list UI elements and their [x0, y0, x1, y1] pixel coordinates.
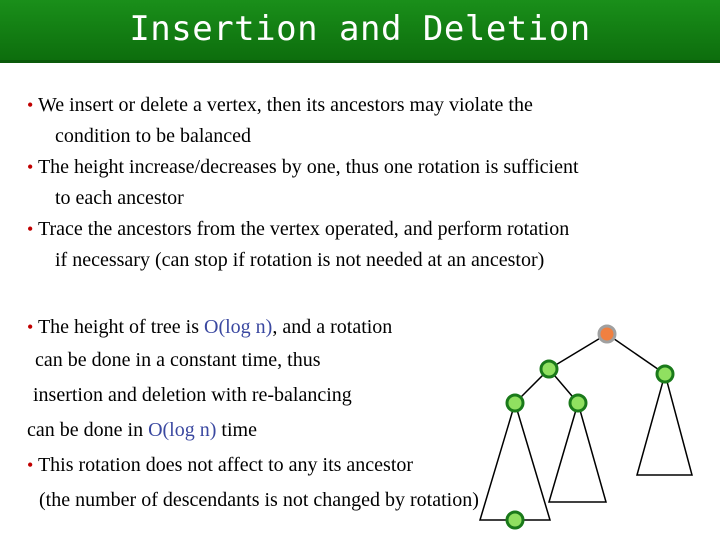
bullet-3-line-1: Trace the ancestors from the vertex operated, and perform rotation — [37, 218, 570, 240]
tree-node-root — [599, 326, 615, 342]
bullet-1-line-2: condition to be balanced — [55, 125, 252, 147]
slide-title: Insertion and Deletion — [129, 9, 591, 49]
subtree-triangle-left — [480, 403, 550, 520]
bullet-icon: • — [27, 317, 34, 337]
bottom-bullet-1 — [27, 312, 392, 343]
bottom-line-4 — [27, 415, 257, 446]
bullet-3-line-2: if necessary (can stop if rotation is not needed at an ancestor) — [55, 249, 545, 271]
tree-node-grandchild-left — [507, 395, 523, 411]
text-segment: time — [216, 419, 257, 441]
bullet-icon: • — [27, 95, 34, 115]
text-segment: The height of tree is — [37, 316, 205, 338]
subtree-triangle-right — [637, 374, 692, 475]
tree-node-child — [541, 361, 557, 377]
tree-edge — [549, 334, 607, 369]
bullet-icon: • — [27, 455, 34, 475]
tree-node-inserted — [507, 512, 523, 528]
tree-edge — [607, 334, 665, 374]
bottom-line-6: (the number of descendants is not changed by rotation) — [39, 489, 479, 511]
tree-node-right — [657, 366, 673, 382]
bottom-line-2: can be done in a constant time, thus — [35, 349, 321, 371]
complexity-highlight: O(log n) — [204, 316, 273, 338]
bullet-icon: • — [27, 219, 34, 239]
text-segment: This rotation does not affect to any its ancestor — [37, 454, 414, 476]
bottom-line-3: insertion and deletion with re-balancing — [33, 384, 352, 406]
bullet-2-line-2: to each ancestor — [55, 187, 184, 209]
subtree-triangle-middle — [549, 403, 606, 502]
bullet-1-line-1: We insert or delete a vertex, then its ancestors may violate the — [37, 94, 533, 116]
tree-node-grandchild-right — [570, 395, 586, 411]
text-segment: can be done in — [27, 419, 149, 441]
bottom-bullet-2 — [27, 450, 413, 481]
bullet-2-line-1: The height increase/decreases by one, thus one rotation is sufficient — [37, 156, 579, 178]
bullet-icon: • — [27, 157, 34, 177]
text-segment: , and a rotation — [272, 316, 393, 338]
complexity-highlight: O(log n) — [148, 419, 217, 441]
